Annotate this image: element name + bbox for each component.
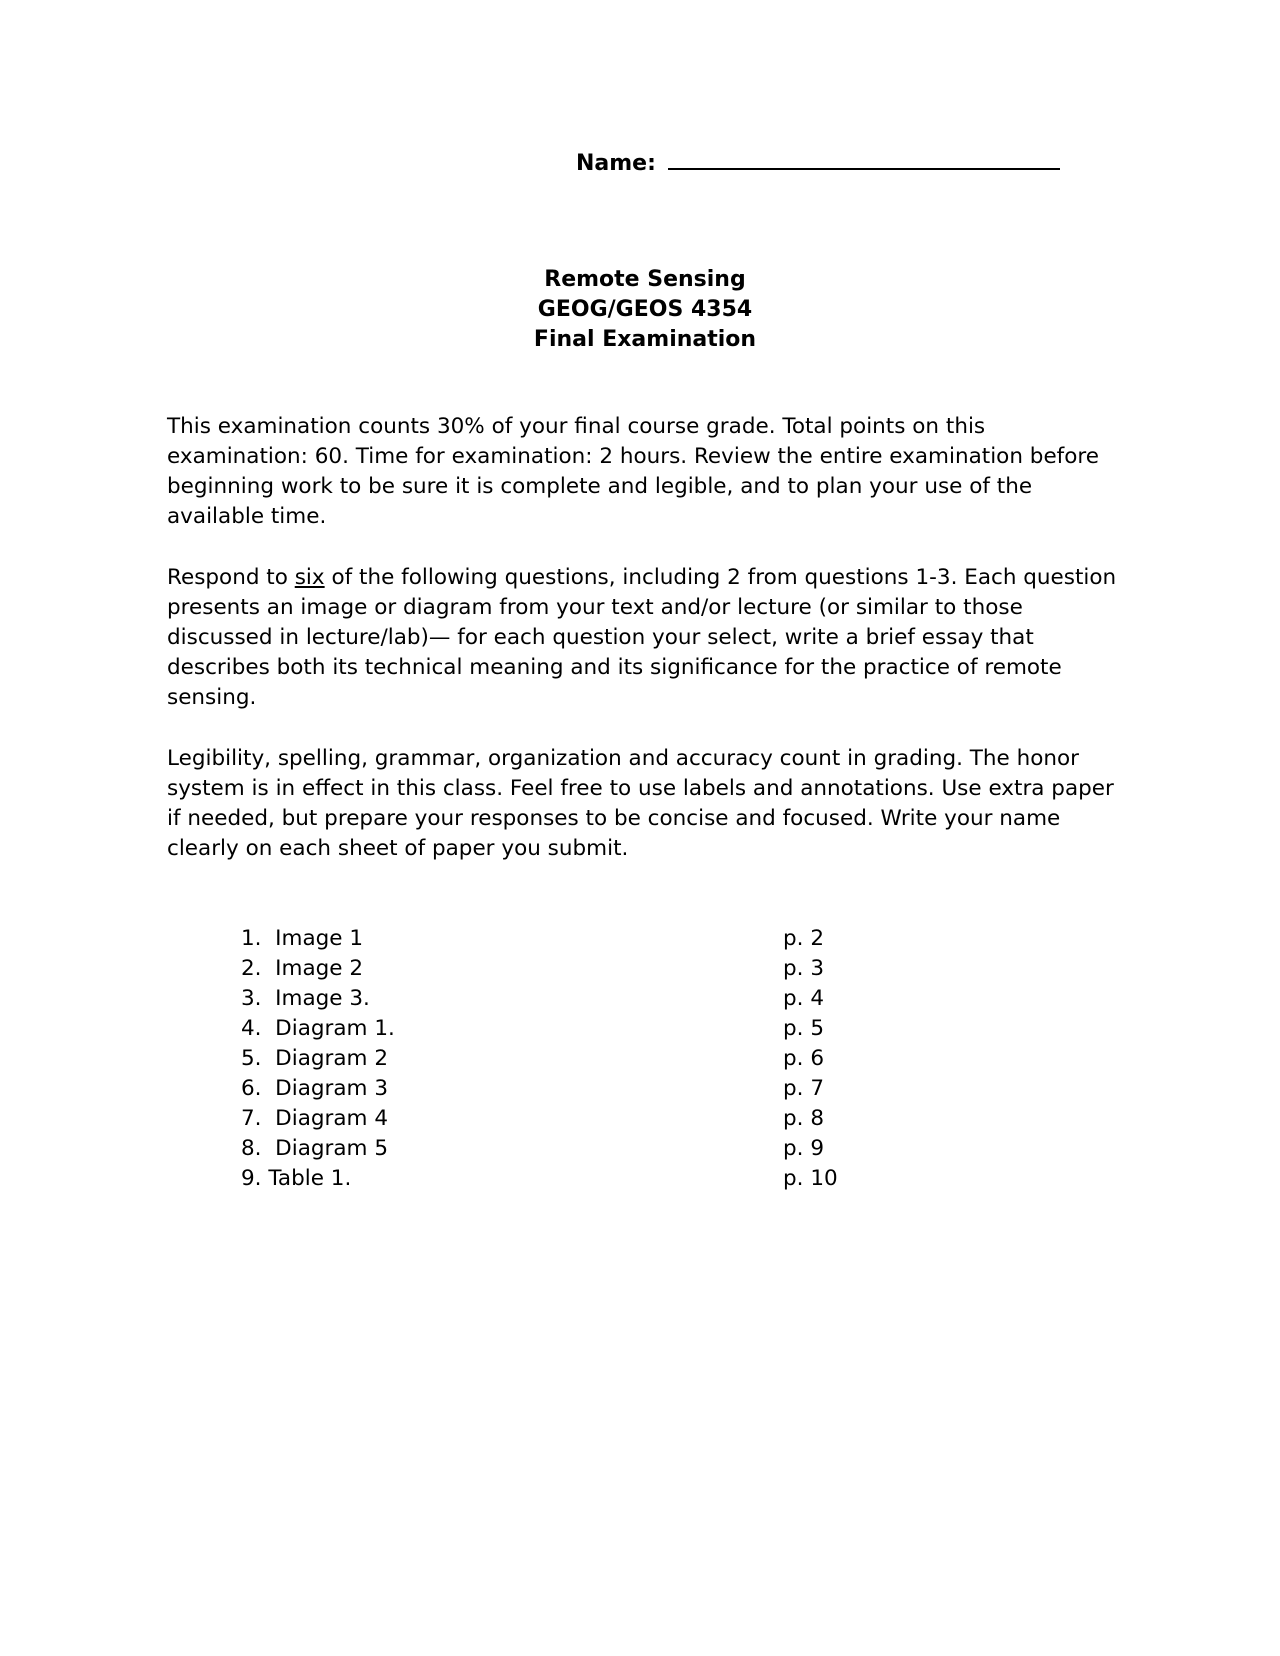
list-item (241, 1044, 941, 1074)
list-item (241, 1164, 941, 1194)
list-item (241, 1104, 941, 1134)
intro-paragraph-1: This examination counts 30% of your final course grade. Total points on this examination: 60. Time for examination: 2 hours. Review the entire examination before beginning work to be sure it is complete and legible, and to plan your use of the available time. (167, 414, 1099, 529)
intro-paragraph-3: Legibility, spelling, grammar, organization and accuracy count in grading. The honor system is in effect in this class. Feel free to use labels and annotations. Use extra paper if needed, but prepare your responses to be concise and focused. Write your name clearly on each sheet of paper you submit. (167, 746, 1114, 861)
question-page: p. 10 (783, 1166, 838, 1191)
name-field (576, 150, 1060, 176)
list-item (241, 1074, 941, 1104)
question-label: 6. Diagram 3 (241, 1076, 389, 1101)
question-label: 9. Table 1. (241, 1166, 352, 1191)
question-page: p. 3 (783, 956, 824, 981)
question-list (241, 924, 941, 1194)
question-label: 8. Diagram 5 (241, 1136, 389, 1161)
question-label: 4. Diagram 1. (241, 1016, 395, 1041)
question-page: p. 9 (783, 1136, 824, 1161)
question-label: 2. Image 2 (241, 956, 364, 981)
course-code: GEOG/GEOS 4354 (537, 297, 753, 322)
question-page: p. 2 (783, 926, 824, 951)
para2-text-after: of the following questions, including 2 from questions 1-3. Each question presents an image or diagram from your text and/or lecture (or similar to those discussed in lecture/lab)— for each question your select, write a brief essay that describes both its technical meaning and its significance for the practice of remote sensing. (167, 565, 1117, 710)
list-item (241, 1014, 941, 1044)
name-label: Name: (576, 151, 656, 176)
para2-underlined-word: six (294, 565, 325, 590)
intro-paragraph-2 (167, 563, 1117, 713)
question-page: p. 6 (783, 1046, 824, 1071)
list-item (241, 984, 941, 1014)
para2-text-before: Respond to (167, 565, 295, 590)
course-title: Remote Sensing (544, 267, 746, 292)
list-item (241, 1134, 941, 1164)
list-item (241, 924, 941, 954)
exam-title: Final Examination (533, 327, 757, 352)
question-page: p. 7 (783, 1076, 824, 1101)
question-label: 3. Image 3. (241, 986, 370, 1011)
question-page: p. 5 (783, 1016, 824, 1041)
question-page: p. 4 (783, 986, 824, 1011)
exam-title-block (0, 265, 1280, 355)
question-label: 5. Diagram 2 (241, 1046, 389, 1071)
question-page: p. 8 (783, 1106, 824, 1131)
list-item (241, 954, 941, 984)
question-label: 1. Image 1 (241, 926, 364, 951)
name-blank-line (668, 150, 1060, 170)
question-label: 7. Diagram 4 (241, 1106, 389, 1131)
